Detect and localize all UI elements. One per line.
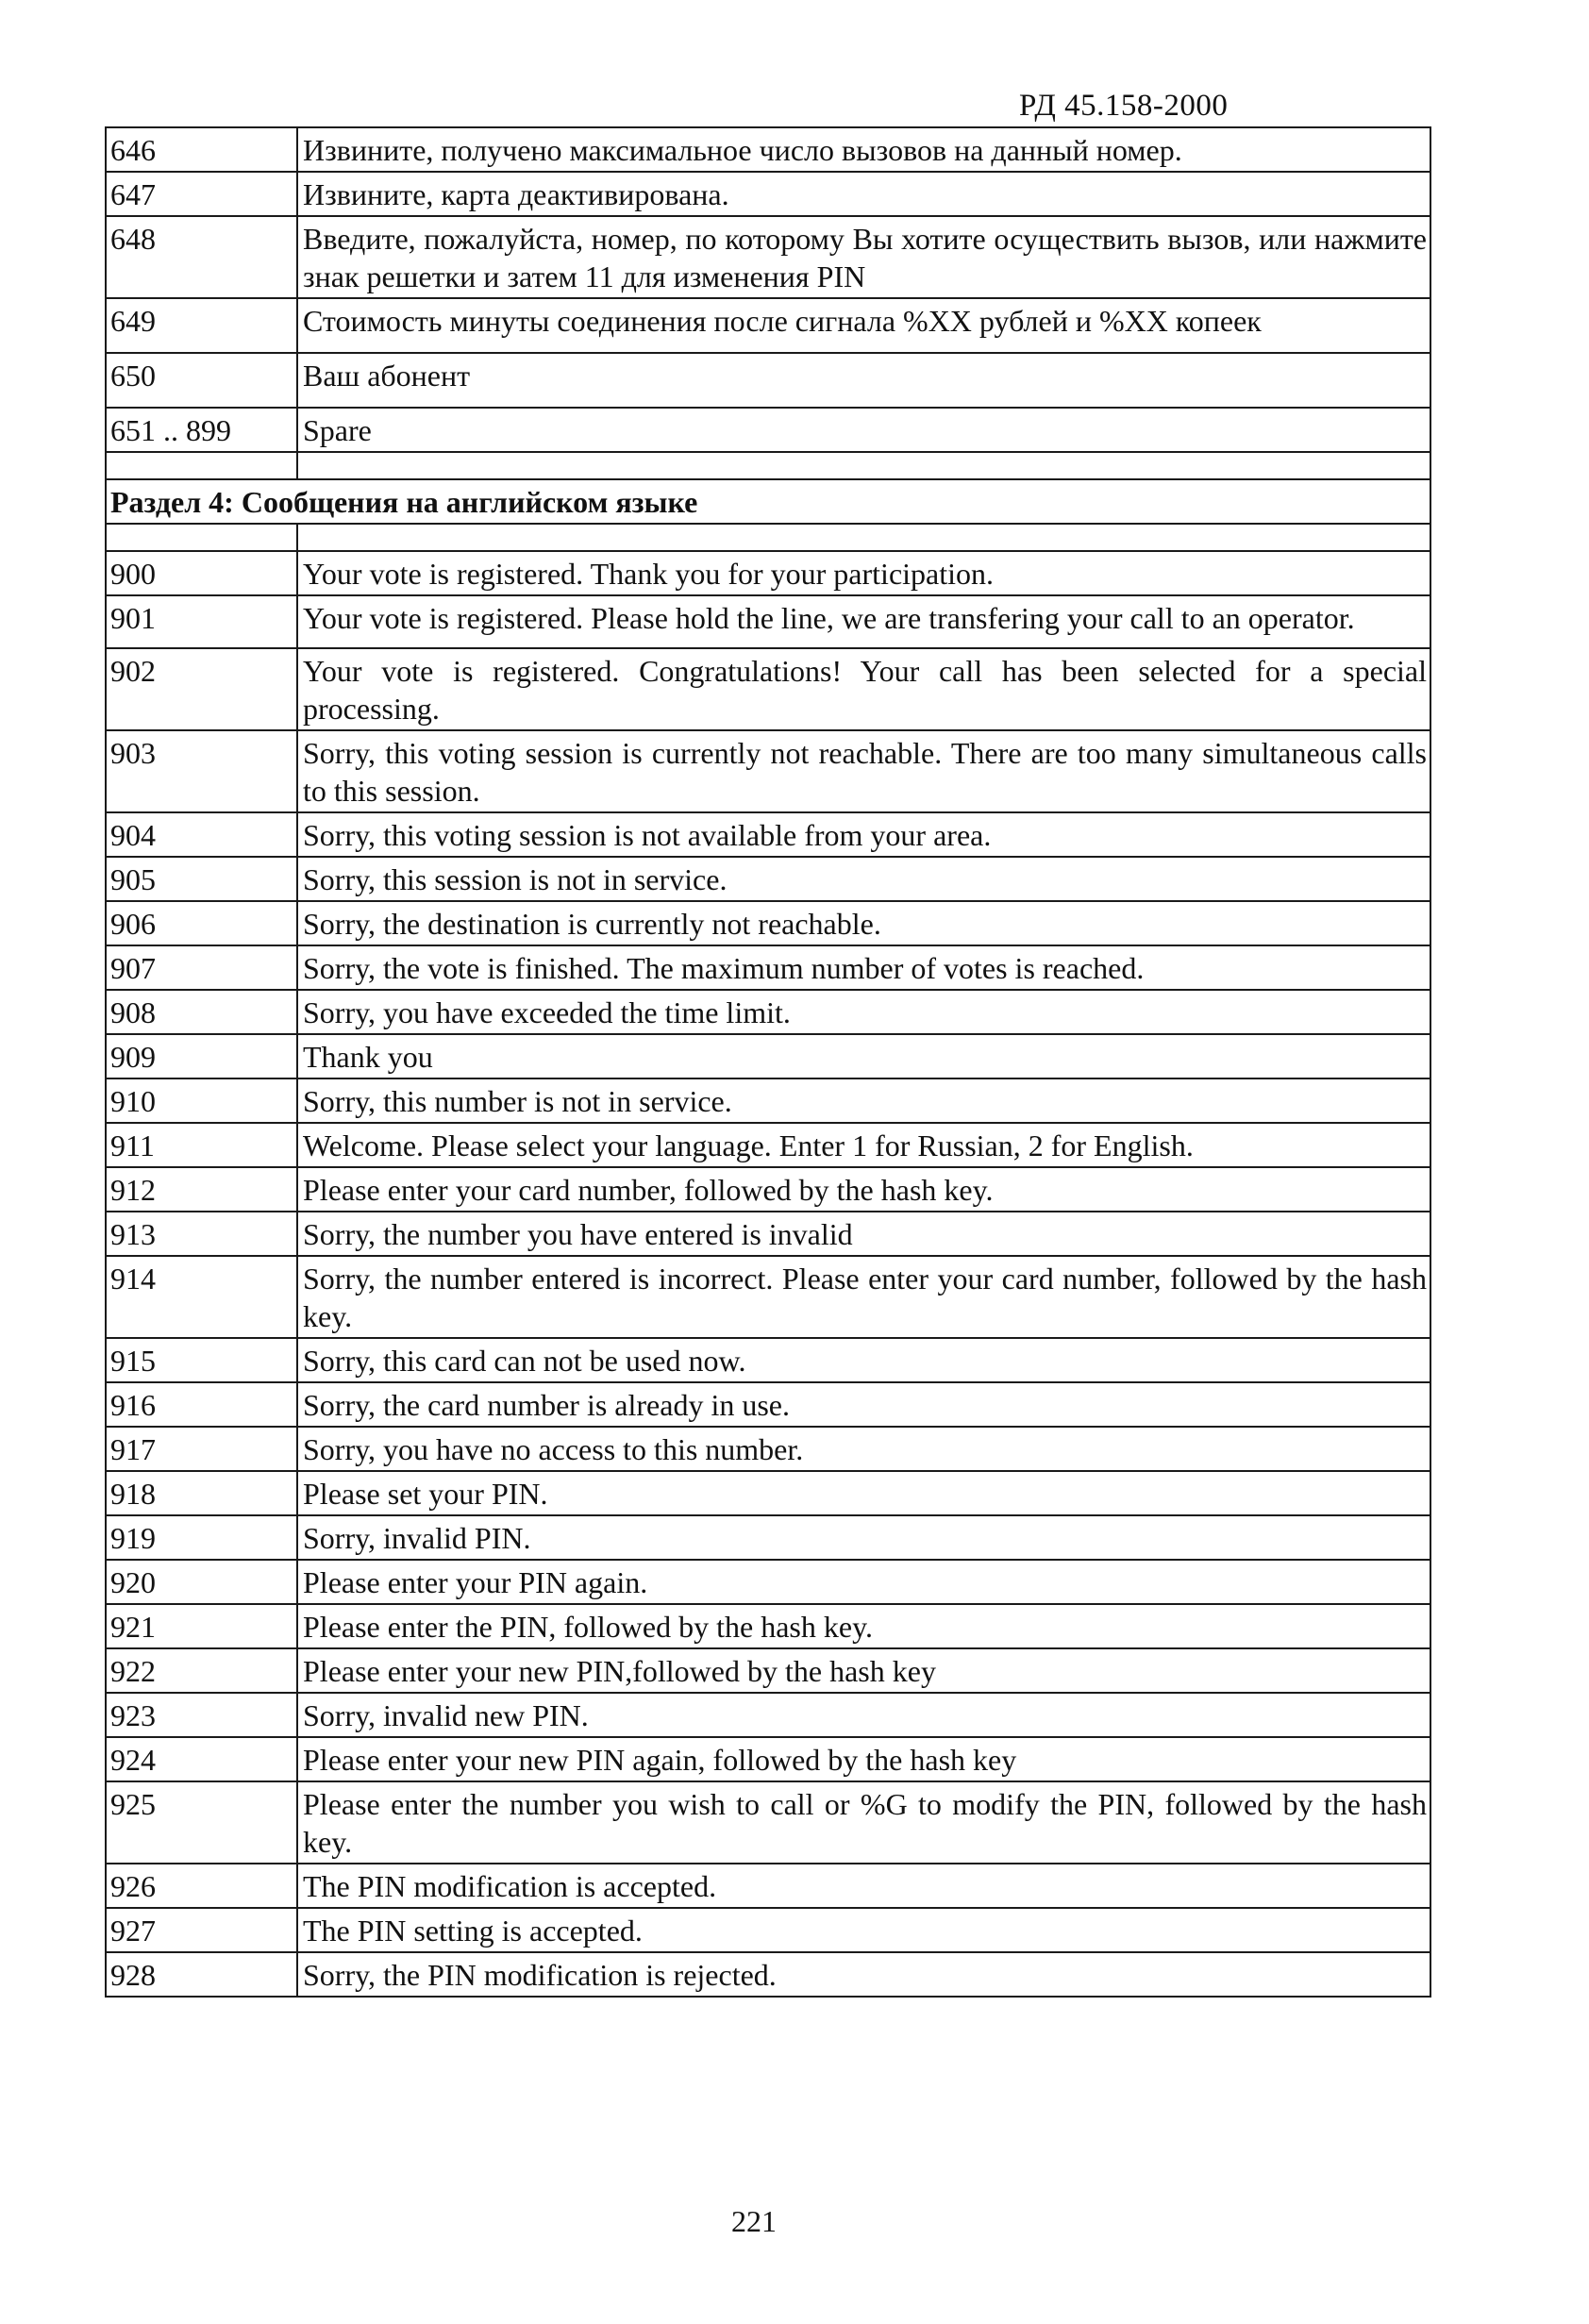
message-code: 925: [106, 1781, 297, 1864]
table-row: [106, 1256, 1430, 1338]
message-text: Sorry, this session is not in service.: [297, 857, 1430, 901]
table-row: [106, 1781, 1430, 1864]
message-code: 911: [106, 1123, 297, 1167]
table-row: [106, 1864, 1430, 1908]
message-code: 649: [106, 298, 297, 353]
message-code: 920: [106, 1560, 297, 1604]
empty-cell: [297, 452, 1430, 479]
section-title-row: [106, 479, 1430, 524]
message-code: 648: [106, 216, 297, 298]
message-code: 922: [106, 1648, 297, 1693]
message-code: 919: [106, 1515, 297, 1560]
table-row: [106, 1604, 1430, 1648]
message-code: 909: [106, 1034, 297, 1078]
message-code: 651 .. 899: [106, 408, 297, 452]
table-row: [106, 857, 1430, 901]
table-row: [106, 1338, 1430, 1382]
table-row: [106, 127, 1430, 172]
table-row: [106, 1693, 1430, 1737]
message-code: 913: [106, 1212, 297, 1256]
message-text: Sorry, this number is not in service.: [297, 1078, 1430, 1123]
message-text: Thank you: [297, 1034, 1430, 1078]
message-text: Your vote is registered. Thank you for your participation.: [297, 551, 1430, 595]
message-code: 901: [106, 595, 297, 648]
message-text: Sorry, you have no access to this number.: [297, 1427, 1430, 1471]
table-row: [106, 551, 1430, 595]
table-row: [106, 1908, 1430, 1952]
empty-cell: [106, 452, 297, 479]
message-text: Sorry, you have exceeded the time limit.: [297, 990, 1430, 1034]
message-code: 900: [106, 551, 297, 595]
message-text: Извините, карта деактивирована.: [297, 172, 1430, 216]
message-code: 926: [106, 1864, 297, 1908]
table-row: [106, 1167, 1430, 1212]
message-text: The PIN setting is accepted.: [297, 1908, 1430, 1952]
table-row: [106, 595, 1430, 648]
messages-table-body: [106, 127, 1430, 1997]
message-text: Sorry, the vote is finished. The maximum number of votes is reached.: [297, 945, 1430, 990]
message-text: Sorry, the number entered is incorrect. Please enter your card number, followed by the hash key.: [297, 1256, 1430, 1338]
message-text: Стоимость минуты соединения после сигнала %XX рублей и %XX копеек: [297, 298, 1430, 353]
message-text: Извините, получено максимальное число вызовов на данный номер.: [297, 127, 1430, 172]
message-code: 917: [106, 1427, 297, 1471]
message-text: Your vote is registered. Please hold the line, we are transfering your call to an operator.: [297, 595, 1430, 648]
message-text: Please enter your new PIN again, followed by the hash key: [297, 1737, 1430, 1781]
message-text: Please enter your PIN again.: [297, 1560, 1430, 1604]
table-row: [106, 990, 1430, 1034]
message-text: The PIN modification is accepted.: [297, 1864, 1430, 1908]
table-row: [106, 1427, 1430, 1471]
table-row: [106, 812, 1430, 857]
message-code: 918: [106, 1471, 297, 1515]
document-code-header: РД 45.158-2000: [1019, 89, 1229, 123]
empty-cell: [297, 524, 1430, 551]
message-code: 912: [106, 1167, 297, 1212]
message-text: Please enter the number you wish to call or %G to modify the PIN, followed by the hash key.: [297, 1781, 1430, 1864]
message-code: 916: [106, 1382, 297, 1427]
message-text: Please enter your new PIN,followed by the hash key: [297, 1648, 1430, 1693]
table-row: [106, 1382, 1430, 1427]
message-code: 914: [106, 1256, 297, 1338]
message-text: Sorry, this card can not be used now.: [297, 1338, 1430, 1382]
table-row: [106, 1078, 1430, 1123]
table-row: [106, 1471, 1430, 1515]
message-code: 923: [106, 1693, 297, 1737]
message-text: Welcome. Please select your language. Enter 1 for Russian, 2 for English.: [297, 1123, 1430, 1167]
message-text: Please enter the PIN, followed by the hash key.: [297, 1604, 1430, 1648]
message-code: 921: [106, 1604, 297, 1648]
empty-row: [106, 452, 1430, 479]
message-code: 650: [106, 353, 297, 408]
message-text: Sorry, the destination is currently not reachable.: [297, 901, 1430, 945]
message-text: Sorry, this voting session is not available from your area.: [297, 812, 1430, 857]
page-number: 221: [731, 2204, 777, 2238]
table-row: [106, 945, 1430, 990]
section-title: Раздел 4: Сообщения на английском языке: [106, 479, 1430, 524]
message-code: 928: [106, 1952, 297, 1997]
message-code: 905: [106, 857, 297, 901]
message-code: 902: [106, 648, 297, 730]
message-text: Your vote is registered. Congratulations! Your call has been selected for a special processing.: [297, 648, 1430, 730]
table-row: [106, 901, 1430, 945]
message-text: Sorry, invalid PIN.: [297, 1515, 1430, 1560]
table-row: [106, 216, 1430, 298]
empty-row: [106, 524, 1430, 551]
message-text: Sorry, the card number is already in use.: [297, 1382, 1430, 1427]
message-code: 646: [106, 127, 297, 172]
table-row: [106, 1034, 1430, 1078]
table-row: [106, 353, 1430, 408]
table-row: [106, 1737, 1430, 1781]
message-text: Please enter your card number, followed by the hash key.: [297, 1167, 1430, 1212]
message-code: 906: [106, 901, 297, 945]
table-row: [106, 172, 1430, 216]
table-row: [106, 1212, 1430, 1256]
message-code: 904: [106, 812, 297, 857]
message-code: 903: [106, 730, 297, 812]
message-code: 647: [106, 172, 297, 216]
table-row: [106, 1123, 1430, 1167]
table-row: [106, 1952, 1430, 1997]
message-text: Sorry, invalid new PIN.: [297, 1693, 1430, 1737]
message-text: Sorry, the number you have entered is invalid: [297, 1212, 1430, 1256]
message-code: 908: [106, 990, 297, 1034]
table-row: [106, 298, 1430, 353]
message-text: Please set your PIN.: [297, 1471, 1430, 1515]
table-row: [106, 730, 1430, 812]
message-code: 910: [106, 1078, 297, 1123]
message-text: Sorry, the PIN modification is rejected.: [297, 1952, 1430, 1997]
message-code: 907: [106, 945, 297, 990]
message-code: 924: [106, 1737, 297, 1781]
message-text: Ваш абонент: [297, 353, 1430, 408]
empty-cell: [106, 524, 297, 551]
message-text: Spare: [297, 408, 1430, 452]
message-code: 927: [106, 1908, 297, 1952]
table-row: [106, 408, 1430, 452]
table-row: [106, 1560, 1430, 1604]
messages-table: [105, 126, 1431, 1998]
table-row: [106, 648, 1430, 730]
table-row: [106, 1648, 1430, 1693]
message-code: 915: [106, 1338, 297, 1382]
message-text: Sorry, this voting session is currently not reachable. There are too many simultaneous calls to this session.: [297, 730, 1430, 812]
table-row: [106, 1515, 1430, 1560]
message-text: Введите, пожалуйста, номер, по которому Вы хотите осуществить вызов, или нажмите знак решетки и затем 11 для изменения PIN: [297, 216, 1430, 298]
